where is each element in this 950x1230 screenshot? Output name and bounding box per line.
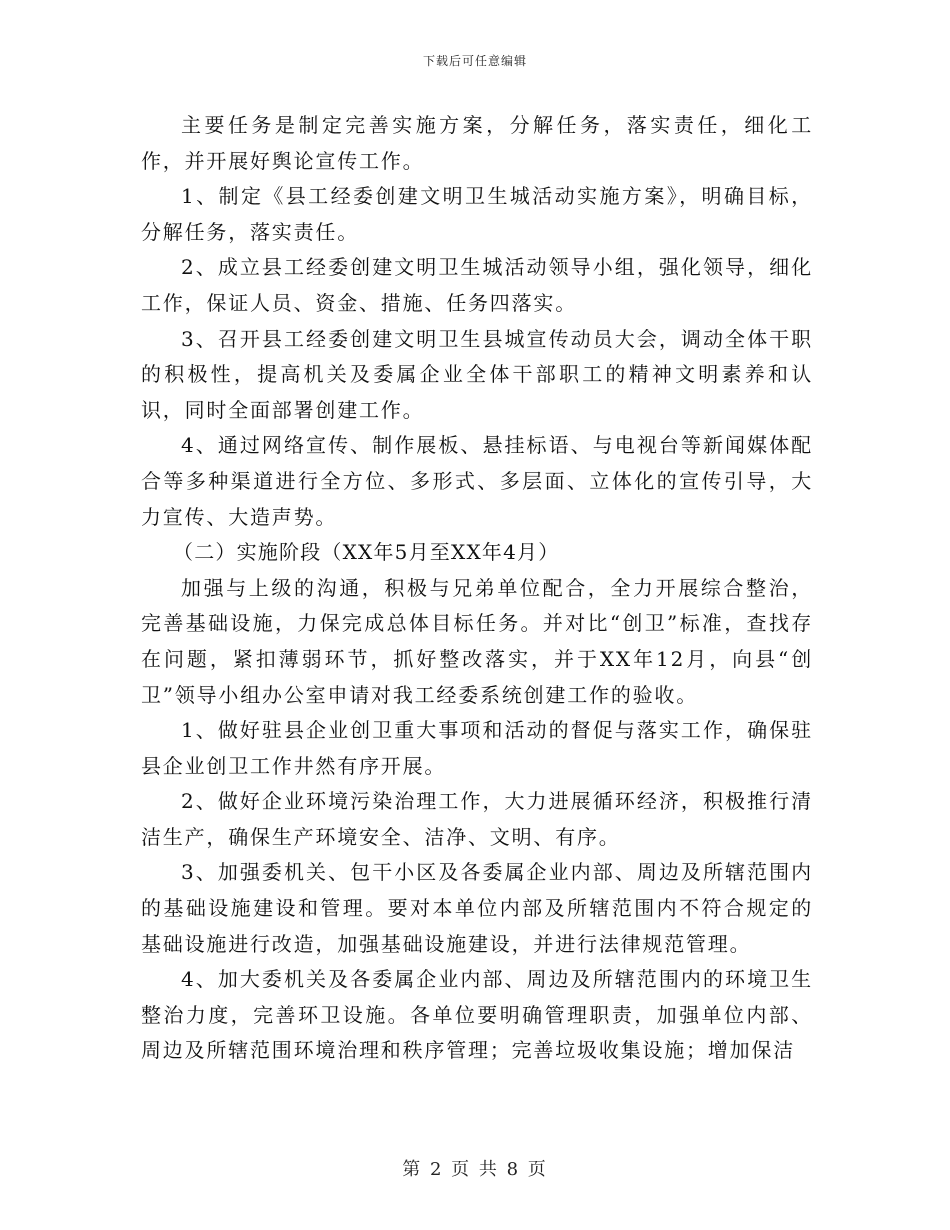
paragraph-item-2: 2、成立县工经委创建文明卫生城活动领导小组，强化领导，细化工作，保证人员、资金、措施、任务四落实。 [141,255,813,315]
document-body [141,108,813,1069]
paragraph-item-1: 1、制定《县工经委创建文明卫生城活动实施方案》，明确目标，分解任务，落实责任。 [141,184,813,244]
section-heading-implementation: （二）实施阶段（XX年5月至XX年4月） [173,540,560,565]
paragraph-impl-item-3: 3、加强委机关、包干小区及各委属企业内部、周边及所辖范围内的基础设施建设和管理。要对本单位内部及所辖范围内不符合规定的基础设施进行改造，加强基础设施建设，并进行法律规范管理。 [141,860,813,956]
paragraph-impl-item-2: 2、做好企业环境污染治理工作，大力进展循环经济，积极推行清洁生产，确保生产环境安全、洁净、文明、有序。 [141,789,813,849]
paragraph-item-3: 3、召开县工经委创建文明卫生县城宣传动员大会，调动全体干职的积极性，提高机关及委属企业全体干部职工的精神文明素养和认识，同时全面部署创建工作。 [141,326,813,422]
paragraph-impl-item-1: 1、做好驻县企业创卫重大事项和活动的督促与落实工作，确保驻县企业创卫工作井然有序开展。 [141,718,813,778]
page-header: 下载后可任意编辑 [422,54,527,68]
paragraph-main-tasks: 主要任务是制定完善实施方案，分解任务，落实责任，细化工作，并开展好舆论宣传工作。 [141,113,813,173]
paragraph-item-4: 4、通过网络宣传、制作展板、悬挂标语、与电视台等新闻媒体配合等多种渠道进行全方位、多形式、多层面、立体化的宣传引导，大力宣传、大造声势。 [141,433,813,529]
page-number-footer: 第 2 页 共 8 页 [402,1159,548,1180]
paragraph-impl-item-4: 4、加大委机关及各委属企业内部、周边及所辖范围内的环境卫生整治力度，完善环卫设施。各单位要明确管理职责，加强单位内部、周边及所辖范围环境治理和秩序管理；完善垃圾收集设施；增加保洁 [141,967,813,1063]
paragraph-implementation-intro: 加强与上级的沟通，积极与兄弟单位配合，全力开展综合整治，完善基础设施，力保完成总体目标任务。并对比“创卫”标准，查找存在问题，紧扣薄弱环节，抓好整改落实，并于XX年12月，向县“创卫”领导小组办公室申请对我工经委系统创建工作的验收。 [141,575,813,707]
